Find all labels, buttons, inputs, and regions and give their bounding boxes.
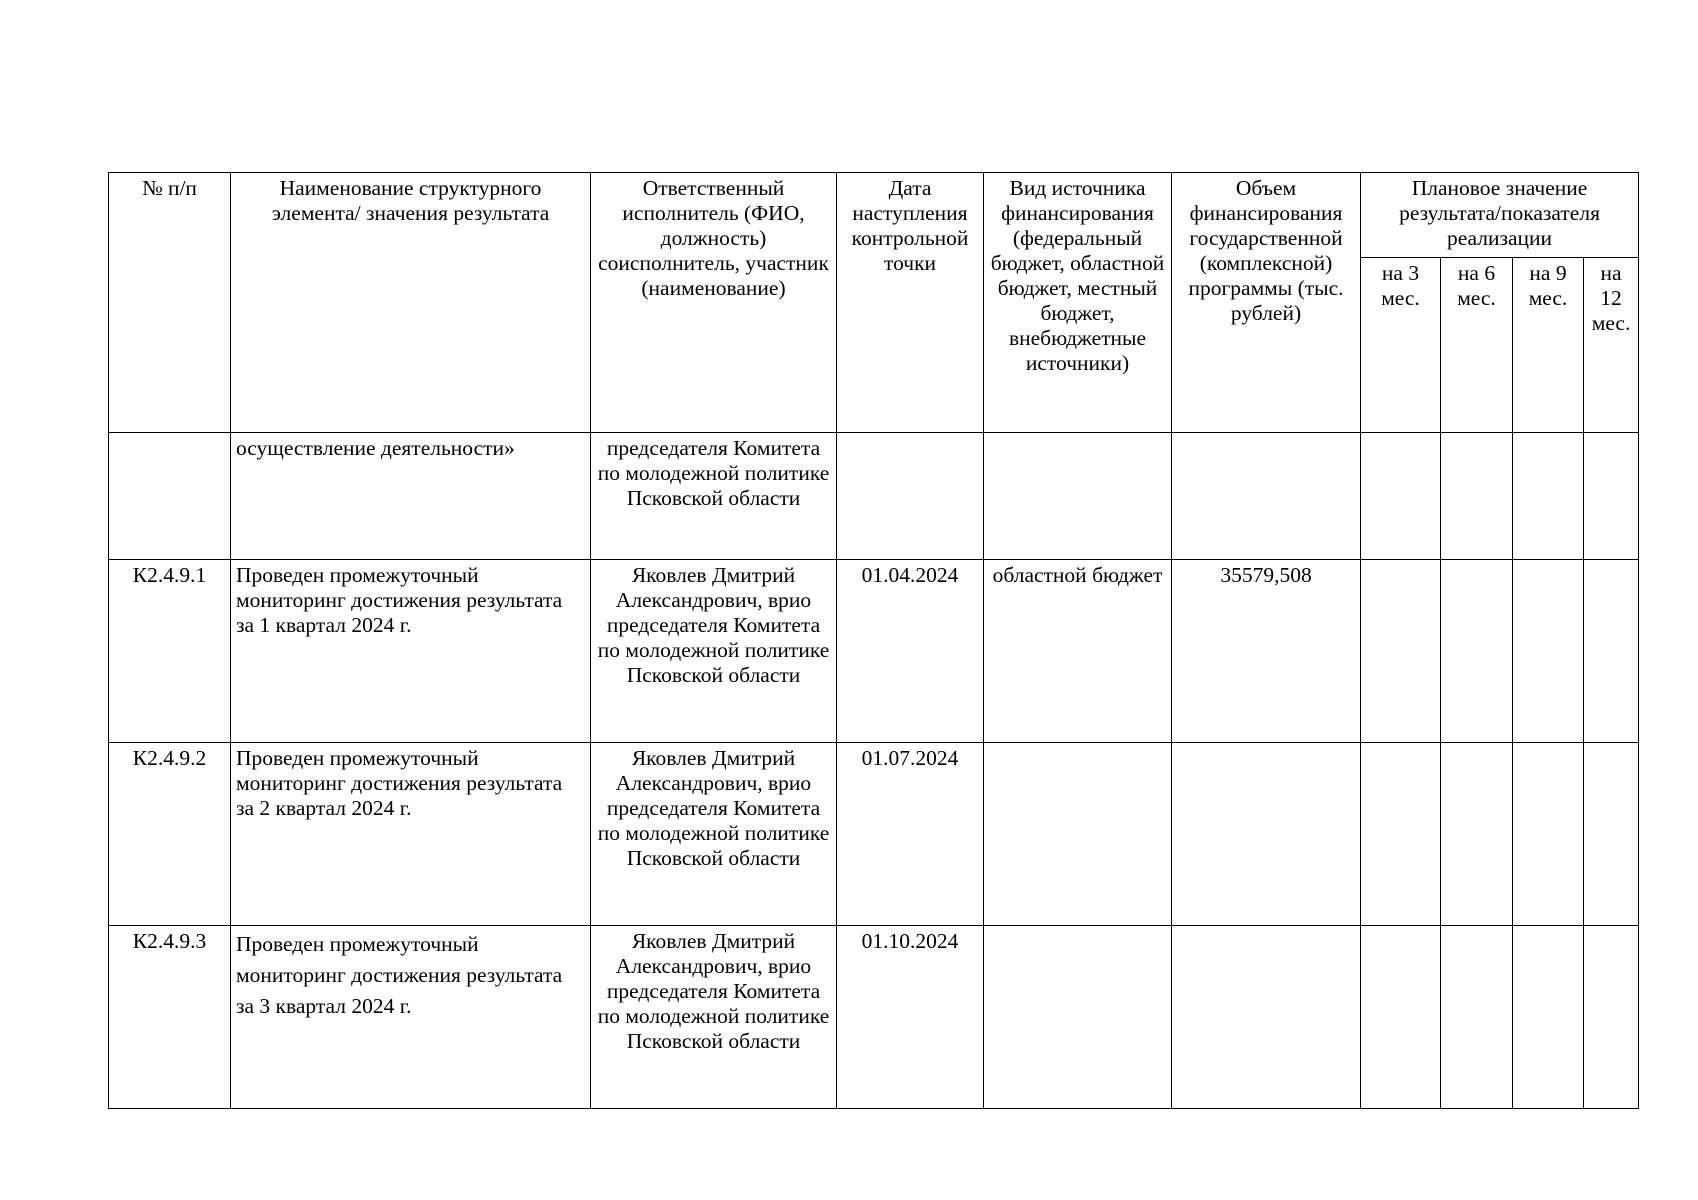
row-q6 bbox=[1441, 926, 1513, 1109]
row-name: Проведен промежуточный мониторинг достижения результата за 2 квартал 2024 г. bbox=[231, 743, 591, 926]
row-date: 01.04.2024 bbox=[837, 560, 984, 743]
row-q6 bbox=[1441, 743, 1513, 926]
row-date bbox=[837, 433, 984, 560]
table-row bbox=[109, 433, 1639, 560]
row-q3 bbox=[1361, 926, 1441, 1109]
row-source bbox=[984, 433, 1172, 560]
row-date: 01.07.2024 bbox=[837, 743, 984, 926]
table-row bbox=[109, 926, 1639, 1109]
row-source bbox=[984, 926, 1172, 1109]
row-q9 bbox=[1513, 926, 1584, 1109]
row-num bbox=[109, 433, 231, 560]
header-date: Дата наступления контрольной точки bbox=[837, 173, 984, 433]
row-q6 bbox=[1441, 433, 1513, 560]
row-num: К2.4.9.2 bbox=[109, 743, 231, 926]
row-volume: 35579,508 bbox=[1172, 560, 1361, 743]
row-source bbox=[984, 743, 1172, 926]
row-name: осуществление деятельности» bbox=[231, 433, 591, 560]
row-responsible: председателя Комитета по молодежной политике Псковской области bbox=[591, 433, 837, 560]
row-num: К2.4.9.3 bbox=[109, 926, 231, 1109]
row-date: 01.10.2024 bbox=[837, 926, 984, 1109]
header-q3: на 3 мес. bbox=[1361, 258, 1441, 433]
row-volume bbox=[1172, 926, 1361, 1109]
row-q9 bbox=[1513, 433, 1584, 560]
row-num: К2.4.9.1 bbox=[109, 560, 231, 743]
row-responsible: Яковлев Дмитрий Александрович, врио председателя Комитета по молодежной политике Псковской области bbox=[591, 926, 837, 1109]
row-q9 bbox=[1513, 560, 1584, 743]
row-q3 bbox=[1361, 433, 1441, 560]
header-q6: на 6 мес. bbox=[1441, 258, 1513, 433]
header-name: Наименование структурного элемента/ значения результата bbox=[231, 173, 591, 433]
header-source: Вид источника финансирования (федеральный бюджет, областной бюджет, местный бюджет, внебюджетные источники) bbox=[984, 173, 1172, 433]
row-q3 bbox=[1361, 560, 1441, 743]
table-body bbox=[109, 433, 1639, 1109]
row-q12 bbox=[1584, 560, 1639, 743]
header-responsible: Ответственный исполнитель (ФИО, должность) соисполнитель, участник (наименование) bbox=[591, 173, 837, 433]
row-q12 bbox=[1584, 926, 1639, 1109]
row-responsible: Яковлев Дмитрий Александрович, врио председателя Комитета по молодежной политике Псковской области bbox=[591, 560, 837, 743]
row-volume bbox=[1172, 743, 1361, 926]
row-q3 bbox=[1361, 743, 1441, 926]
table-header bbox=[109, 173, 1639, 433]
row-name: Проведен промежуточный мониторинг достижения результата за 1 квартал 2024 г. bbox=[231, 560, 591, 743]
header-plan: Плановое значение результата/показателя реализации bbox=[1361, 173, 1639, 258]
row-name: Проведен промежуточный мониторинг достижения результата за 3 квартал 2024 г. bbox=[231, 926, 591, 1109]
row-q9 bbox=[1513, 743, 1584, 926]
row-responsible: Яковлев Дмитрий Александрович, врио председателя Комитета по молодежной политике Псковской области bbox=[591, 743, 837, 926]
header-volume: Объем финансирования государственной (комплексной) программы (тыс. рублей) bbox=[1172, 173, 1361, 433]
row-q12 bbox=[1584, 433, 1639, 560]
header-q12: на 12 мес. bbox=[1584, 258, 1639, 433]
row-source: областной бюджет bbox=[984, 560, 1172, 743]
plan-table bbox=[108, 172, 1639, 1109]
row-q12 bbox=[1584, 743, 1639, 926]
row-volume bbox=[1172, 433, 1361, 560]
table-row bbox=[109, 743, 1639, 926]
table-row bbox=[109, 560, 1639, 743]
header-num: № п/п bbox=[109, 173, 231, 433]
row-q6 bbox=[1441, 560, 1513, 743]
header-q9: на 9 мес. bbox=[1513, 258, 1584, 433]
